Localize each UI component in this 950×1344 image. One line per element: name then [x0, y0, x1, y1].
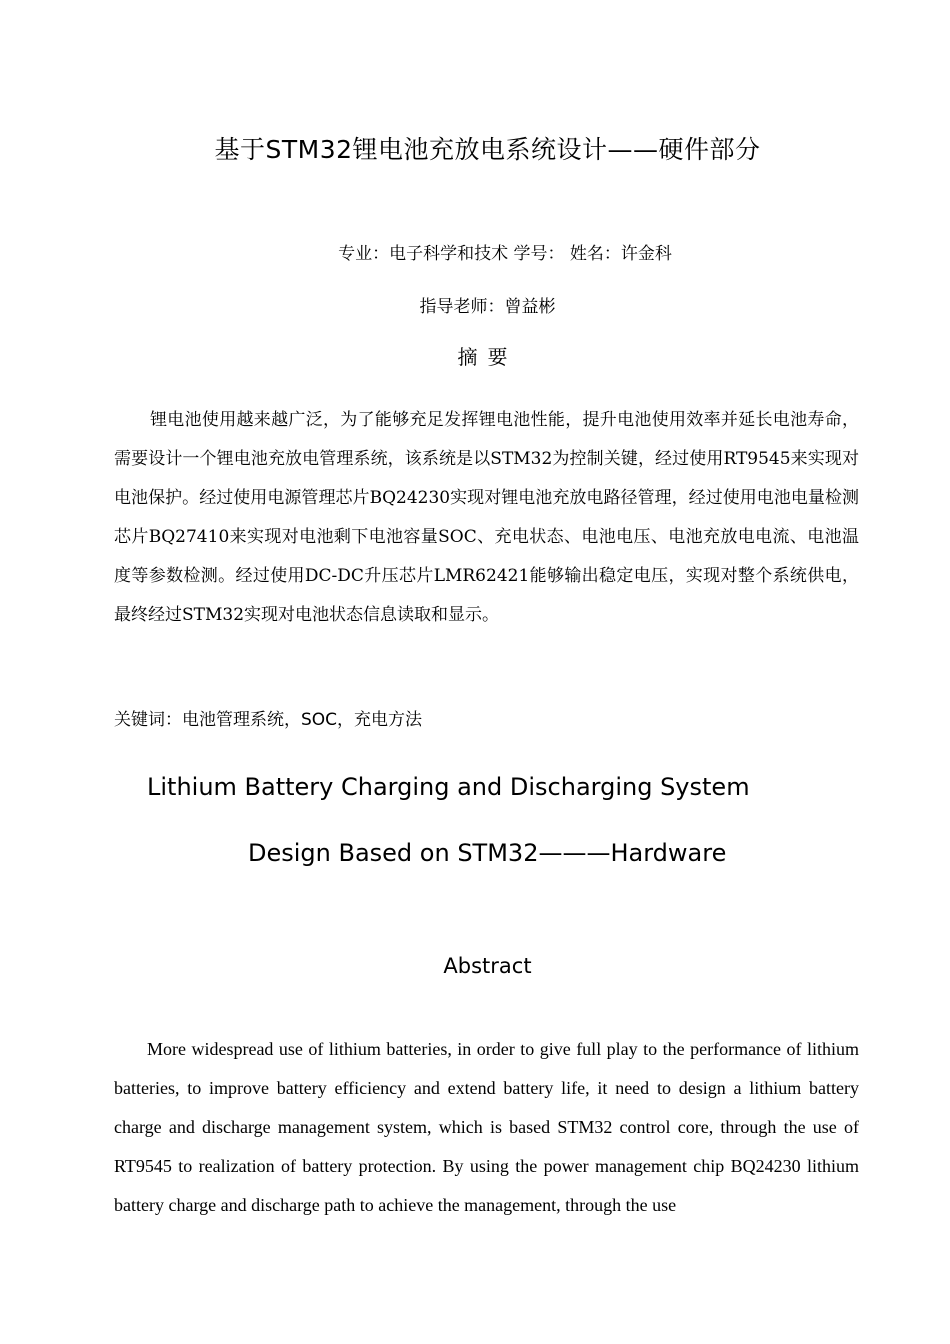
document-title-english-line-2: Design Based on STM32———Hardware	[248, 839, 727, 867]
advisor-info-line: 指导老师：曾益彬	[419, 297, 556, 317]
author-info-line: 专业：电子科学和技术 学号： 姓名：许金科	[338, 244, 672, 264]
abstract-heading-english: Abstract	[443, 954, 532, 978]
abstract-body-english: More widespread use of lithium batteries, in order to give full play to the performance of lithium batteries, to improve battery efficiency and extend battery life, it need to design a lithium battery charge and discharge management system, which is based STM32 control core, through the use of RT9545 to realization of battery protection. By using the power management chip BQ24230 lithium battery charge and discharge path to achieve the management, through the use	[114, 1039, 859, 1215]
keywords-value: 电池管理系统，SOC，充电方法	[182, 710, 423, 730]
abstract-heading-chinese: 摘要	[457, 345, 518, 369]
document-title-chinese: 基于STM32锂电池充放电系统设计——硬件部分	[214, 135, 761, 164]
keywords-label: 关键词：	[114, 710, 182, 730]
abstract-body-chinese: 锂电池使用越来越广泛，为了能够充足发挥锂电池性能，提升电池使用效率并延长电池寿命，需要设计一个锂电池充放电管理系统，该系统是以STM32为控制关键，经过使用RT9545来实现对电池保护。经过使用电源管理芯片BQ24230实现对锂电池充放电路径管理，经过使用电池电量检测芯片BQ27410来实现对电池剩下电池容量SOC、充电状态、电池电压、电池充放电电流、电池温度等参数检测。经过使用DC-DC升压芯片LMR62421能够输出稳定电压，实现对整个系统供电，最终经过STM32实现对电池状态信息读取和显示。	[114, 410, 859, 625]
keywords-line	[114, 705, 859, 730]
document-title-english-line-1: Lithium Battery Charging and Discharging System	[147, 773, 750, 801]
